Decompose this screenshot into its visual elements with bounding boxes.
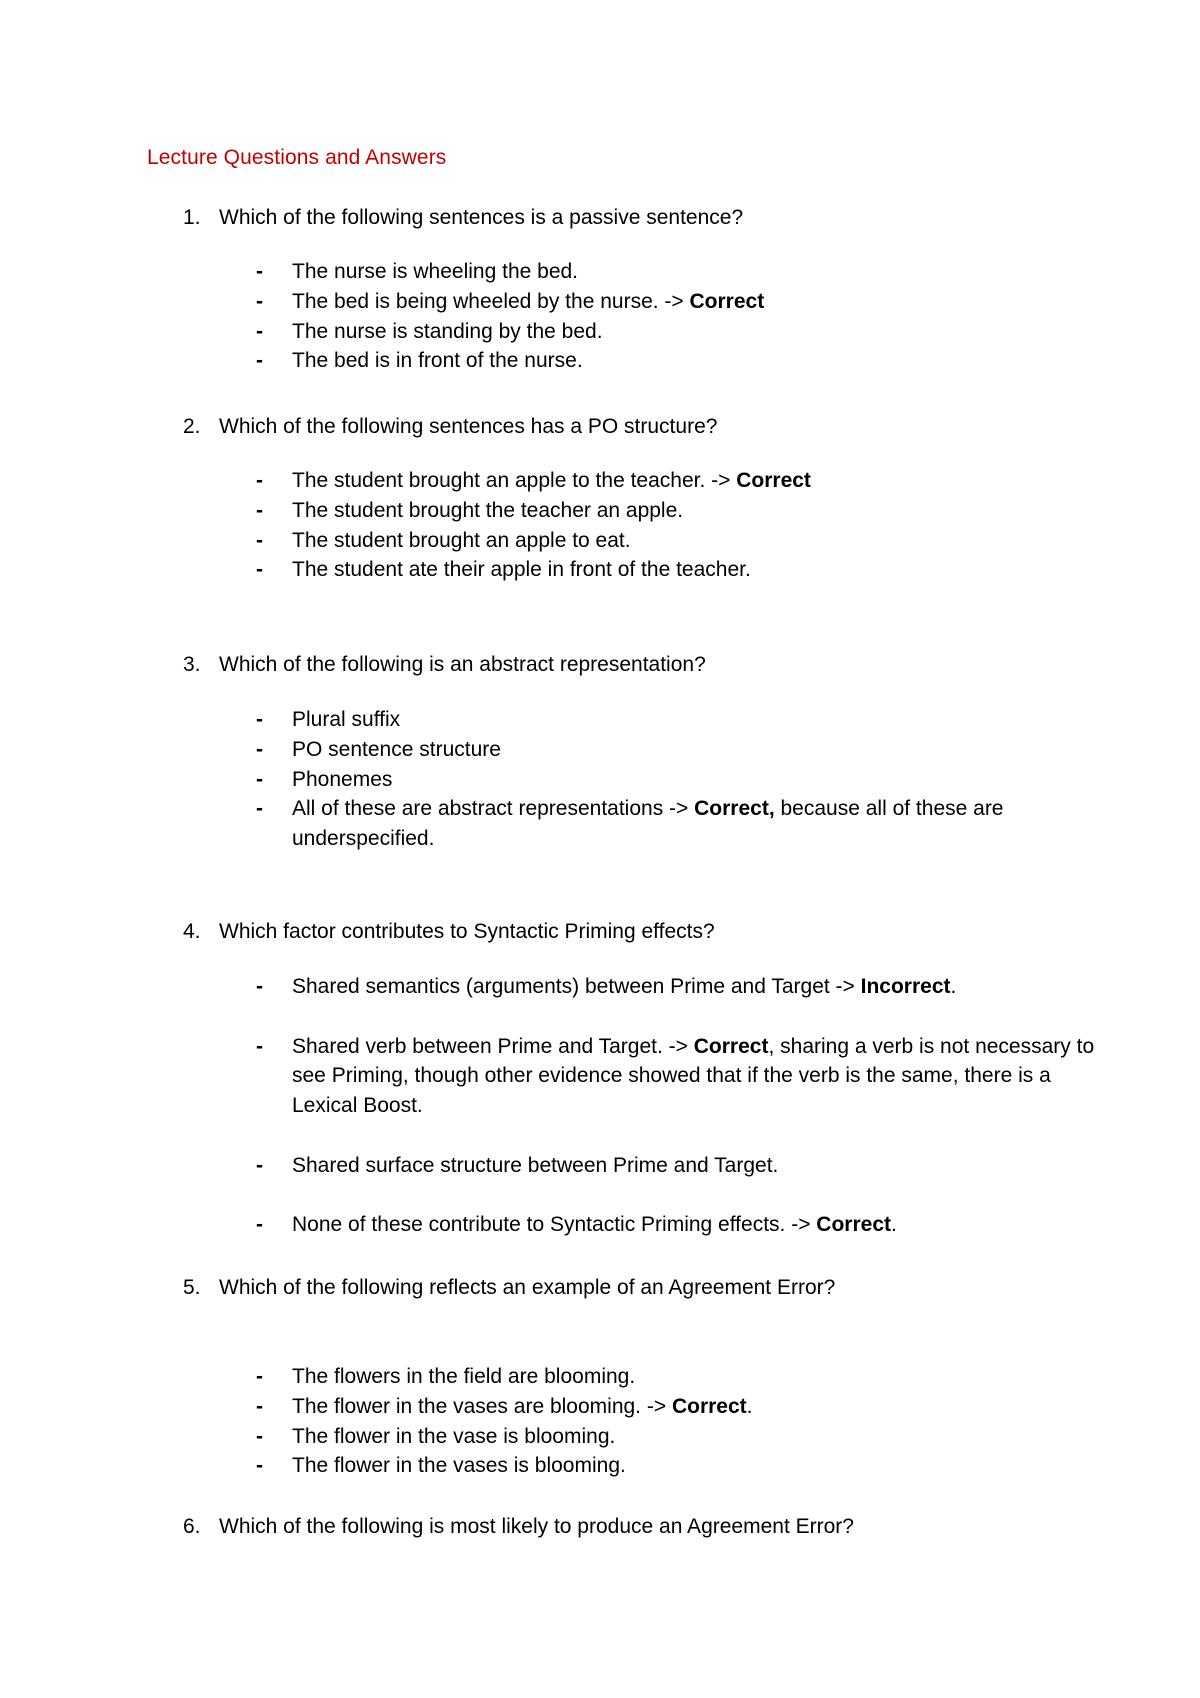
answer-marker: Correct <box>693 1034 769 1058</box>
option: - The flowers in the field are blooming. <box>256 1362 1102 1392</box>
answer-marker: Incorrect <box>860 975 951 998</box>
option: - Shared semantics (arguments) between Prime and Target -> Incorrect. <box>256 972 1102 1002</box>
dash-bullet: - <box>256 737 263 761</box>
answer-note: . <box>950 975 957 998</box>
answer-marker: Correct <box>736 469 811 492</box>
dash-bullet: - <box>256 797 263 821</box>
dash-bullet: - <box>256 1454 263 1478</box>
dash-bullet: - <box>256 767 263 791</box>
answer-marker: Correct <box>689 289 765 313</box>
question-3-options <box>256 705 1102 854</box>
option: - The bed is being wheeled by the nurse. -> Correct <box>256 287 1102 317</box>
dash-bullet: - <box>256 975 263 998</box>
question-text: Which factor contributes to Syntactic Priming effects? <box>219 920 715 943</box>
dash-bullet: - <box>256 319 263 343</box>
dash-bullet: - <box>256 1424 263 1448</box>
option: - The nurse is wheeling the bed. <box>256 257 1102 287</box>
answer-marker: Correct, <box>694 797 775 821</box>
option: - The bed is in front of the nurse. <box>256 346 1102 376</box>
option: - The student ate their apple in front of the teacher. <box>256 555 1102 585</box>
question-text: Which of the following is most likely to produce an Agreement Error? <box>219 1515 854 1538</box>
dash-bullet: - <box>256 1394 263 1418</box>
option: - The flower in the vase is blooming. <box>256 1422 1102 1452</box>
option: - PO sentence structure <box>256 735 1102 765</box>
answer-marker: Correct <box>816 1213 891 1237</box>
question-2-options <box>256 466 1102 585</box>
dash-bullet: - <box>256 1034 263 1058</box>
option: - The student brought an apple to eat. <box>256 526 1102 556</box>
option: - All of these are abstract representations -> Correct, because all of these are underspecified. <box>256 794 1102 854</box>
answer-marker: Correct <box>671 1394 747 1418</box>
answer-note: . <box>891 1213 897 1237</box>
dash-bullet: - <box>256 1365 263 1388</box>
option: - The nurse is standing by the bed. <box>256 317 1102 347</box>
dash-bullet: - <box>256 1213 263 1237</box>
dash-bullet: - <box>256 498 263 522</box>
question-text: Which of the following sentences is a passive sentence? <box>219 206 744 229</box>
option: - Shared verb between Prime and Target. -> Correct, sharing a verb is not necessary to see Priming, though other evidence showed that if the verb is the same, there is a Lexical Boost. <box>256 1032 1102 1121</box>
question-text: Which of the following sentences has a PO structure? <box>219 415 718 438</box>
question-1-options <box>256 257 1102 376</box>
question-number: 2. <box>183 415 201 438</box>
answer-note: , sharing a verb is not necessary to see Priming, though other evidence showed that if the verb is the same, there is a Lexical Boost. <box>292 1034 1095 1118</box>
dash-bullet: - <box>256 469 263 492</box>
option: - Shared surface structure between Prime and Target. <box>256 1151 1102 1181</box>
question-number: 3. <box>183 653 201 676</box>
option: - Phonemes <box>256 765 1102 795</box>
question-number: 1. <box>183 206 201 229</box>
question-text: Which of the following reflects an example of an Agreement Error? <box>219 1276 836 1299</box>
answer-note: . <box>746 1394 753 1418</box>
option: - The student brought an apple to the teacher. -> Correct <box>256 466 1102 496</box>
dash-bullet: - <box>256 260 263 283</box>
document-title: Lecture Questions and Answers <box>147 146 447 169</box>
option: - The flower in the vases are blooming. -> Correct. <box>256 1392 1102 1422</box>
dash-bullet: - <box>256 558 263 582</box>
dash-bullet: - <box>256 708 263 731</box>
question-5-options <box>256 1362 1102 1481</box>
dash-bullet: - <box>256 289 263 313</box>
option: - The flower in the vases is blooming. <box>256 1451 1102 1481</box>
question-text: Which of the following is an abstract representation? <box>219 653 706 676</box>
answer-note: because all of these are underspecified. <box>292 797 1004 851</box>
dash-bullet: - <box>256 1153 263 1177</box>
option: - None of these contribute to Syntactic Priming effects. -> Correct. <box>256 1210 1102 1240</box>
question-4-options <box>256 972 1102 1240</box>
question-number: 5. <box>183 1276 201 1299</box>
option: - Plural suffix <box>256 705 1102 735</box>
dash-bullet: - <box>256 528 263 552</box>
question-number: 6. <box>183 1515 201 1538</box>
option: - The student brought the teacher an apple. <box>256 496 1102 526</box>
dash-bullet: - <box>256 349 263 373</box>
question-number: 4. <box>183 920 201 943</box>
